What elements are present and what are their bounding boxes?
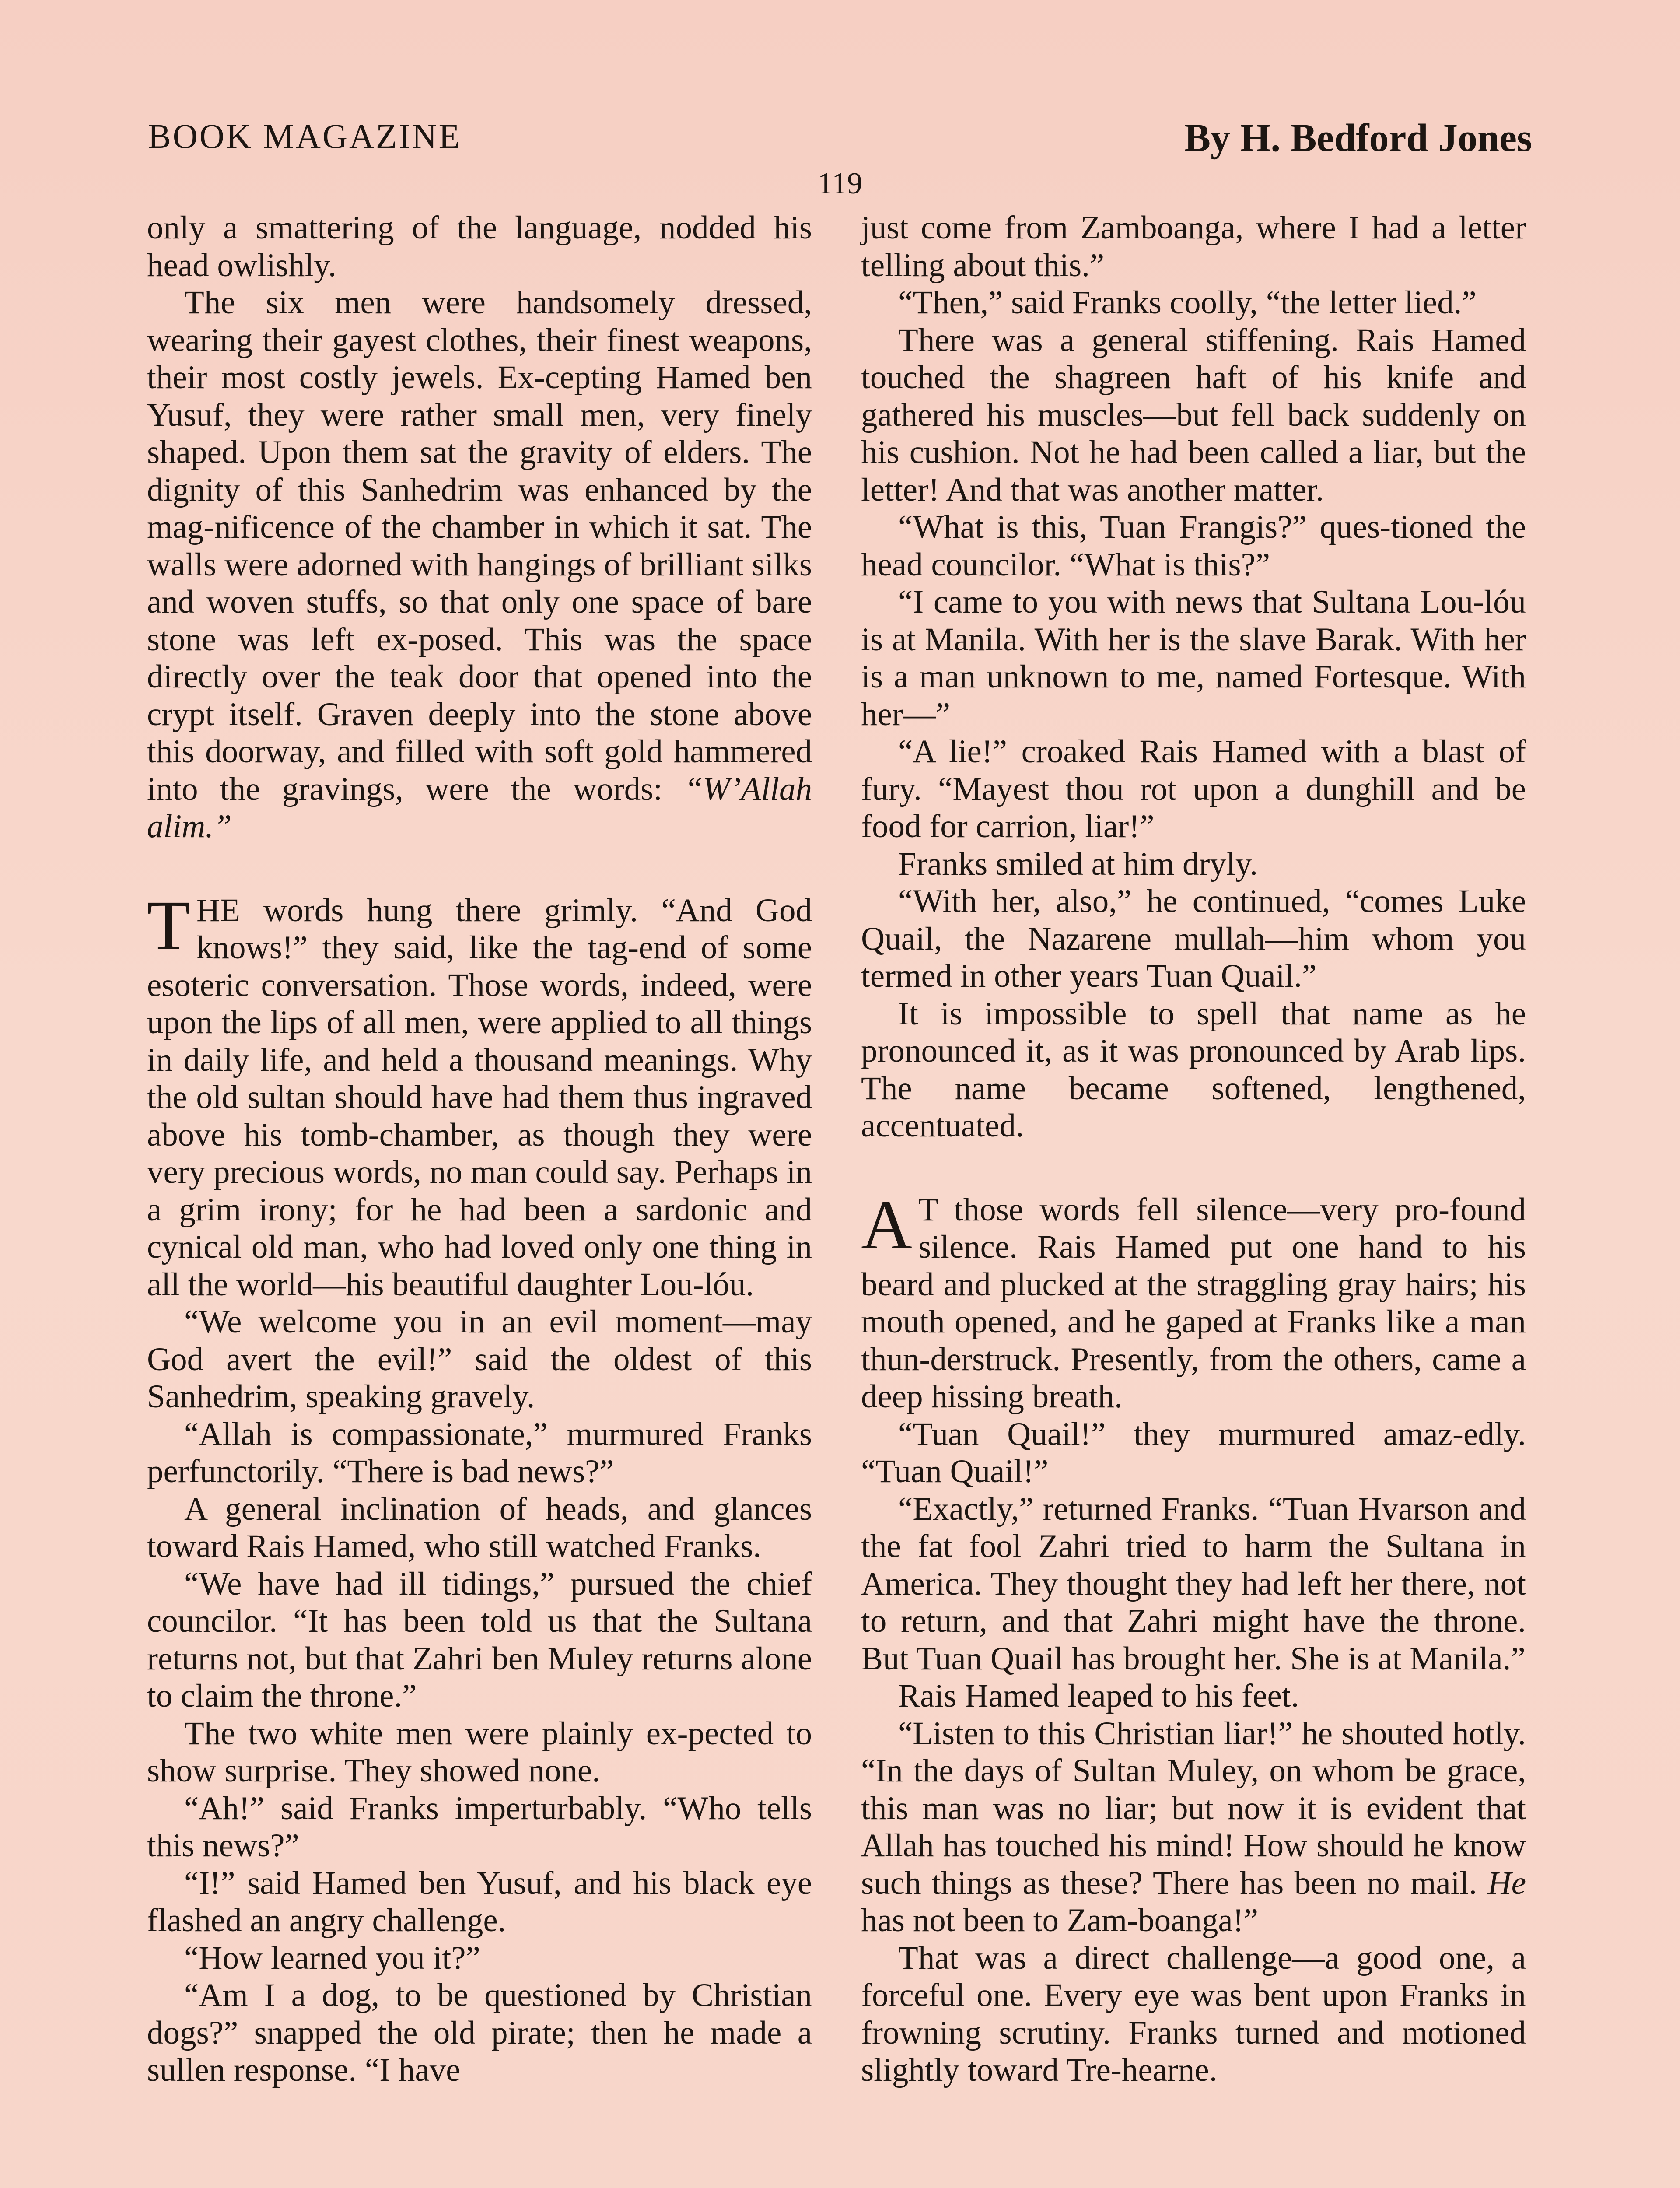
paragraph-text: just come from Zamboanga, where I had a letter telling about this.” xyxy=(861,210,1526,284)
drop-cap: T xyxy=(147,886,190,965)
paragraph xyxy=(861,508,1526,583)
paragraph-text: That was a direct challenge—a good one, a forceful one. Every eye was bent upon Franks in frowning scrutiny. Franks turned and motioned slightly toward Tre-hearne. xyxy=(861,1939,1526,2088)
paragraph-text: It is impossible to spell that name as he pronounced it, as it was pronounced by Arab lips. The name became softened, lengthened, accentuated. xyxy=(861,995,1526,1144)
paragraph xyxy=(861,1715,1526,1939)
paragraph xyxy=(861,1677,1526,1715)
paragraph xyxy=(147,1865,812,1939)
paragraph xyxy=(147,209,812,284)
emphasis-he: He xyxy=(1488,1865,1526,1901)
paragraph-text: Rais Hamed leaped to his feet. xyxy=(898,1678,1299,1714)
paragraph xyxy=(861,284,1526,322)
paragraph xyxy=(861,1490,1526,1678)
paragraph-text: “We welcome you in an evil moment—may God avert the evil!” said the oldest of this Sanhedrim, speaking gravely. xyxy=(147,1304,812,1415)
paragraph-text: “Allah is compassionate,” murmured Franks perfunctorily. “There is bad news?” xyxy=(147,1416,812,1490)
page-number: 119 xyxy=(817,167,863,200)
paragraph-text: The six men were handsomely dressed, wearing their gayest clothes, their finest weapons, their most costly jewels. Ex-cepting Hamed ben Yusuf, they were rather small men, very finely shaped. Upon them sat the gravity of elders. The dignity of this Sanhedrim was enhanced by the mag-nificence of the chamber in which it sat. The walls were adorned with hangings of brilliant silks and woven stuffs, so that only one space of bare stone was left ex-posed. This was the space directly over the teak door that opened into the crypt itself. Graven deeply into the stone above this doorway, and filled with soft gold hammered into the gravings, were the words: xyxy=(147,284,812,807)
paragraph xyxy=(861,1416,1526,1490)
paragraph-text: “We have had ill tidings,” pursued the chief councilor. “It has been told us that the Sultana returns not, but that Zahri ben Muley returns alone to claim the throne.” xyxy=(147,1565,812,1714)
paragraph-text: Franks smiled at him dryly. xyxy=(898,845,1258,882)
paragraph xyxy=(147,1490,812,1565)
right-text-column xyxy=(861,209,1526,2089)
paragraph-text: A general inclination of heads, and glances toward Rais Hamed, who still watched Franks. xyxy=(147,1490,812,1564)
paragraph xyxy=(861,322,1526,509)
paragraph-text: HE words hung there grimly. “And God knows!” they said, like the tag-end of some esoteric conversation. Those words, indeed, were upon the lips of all men, were applied to all things in daily life, and held a thousand meanings. Why the old sultan should have had them thus ingraved above his tomb-chamber, as though they were very precious words, no man could say. Perhaps in a grim irony; for he had been a sardonic and cynical old man, who had loved only one thing in all the world—his beautiful daughter Lou-lóu. xyxy=(147,892,812,1303)
running-header-publication: BOOK MAGAZINE xyxy=(148,118,462,156)
paragraph-text: There was a general stiffening. Rais Hamed touched the shagreen haft of his knife and gathered his muscles—but fell back suddenly on his cushion. Not he had been called a liar, but the letter! And that was another matter. xyxy=(861,322,1526,508)
paragraph-text: “I!” said Hamed ben Yusuf, and his black eye flashed an angry challenge. xyxy=(147,1865,812,1939)
paragraph xyxy=(147,1939,812,1977)
paragraph-text: “Am I a dog, to be questioned by Christian dogs?” snapped the old pirate; then he made a sullen response. “I have xyxy=(147,1977,812,2088)
paragraph xyxy=(147,1303,812,1416)
paragraph-text: “Ah!” said Franks imperturbably. “Who tells this news?” xyxy=(147,1790,812,1864)
paragraph-text: “With her, also,” he continued, “comes Luke Quail, the Nazarene mullah—him whom you termed in other years Tuan Quail.” xyxy=(861,883,1526,994)
paragraph-text: T those words fell silence—very pro-found silence. Rais Hamed put one hand to his beard and plucked at the straggling gray hairs; his mouth opened, and he gaped at Franks like a man thun-derstruck. Presently, from the others, came a deep hissing breath. xyxy=(861,1191,1526,1415)
paragraph xyxy=(861,733,1526,845)
paragraph xyxy=(861,209,1526,284)
paragraph xyxy=(861,1185,1526,1416)
paragraph xyxy=(861,845,1526,883)
paragraph xyxy=(147,284,812,845)
paragraph-text-tail: has not been to Zam-boanga!” xyxy=(861,1902,1258,1939)
drop-cap: A xyxy=(861,1185,912,1264)
paragraph-text: “A lie!” croaked Rais Hamed with a blast of fury. “Mayest thou rot upon a dunghill and be food for carrion, liar!” xyxy=(861,733,1526,845)
paragraph xyxy=(861,883,1526,995)
paragraph xyxy=(147,1977,812,2089)
paragraph-text: The two white men were plainly ex-pected to show surprise. They showed none. xyxy=(147,1715,812,1789)
paragraph-text: “How learned you it?” xyxy=(184,1939,480,1976)
paragraph xyxy=(147,1790,812,1865)
running-header-author: By H. Bedford Jones xyxy=(1184,116,1532,160)
paragraph xyxy=(147,1416,812,1490)
paragraph xyxy=(861,583,1526,733)
paragraph xyxy=(147,1565,812,1715)
paragraph-text: “Exactly,” returned Franks. “Tuan Hvarson and the fat fool Zahri tried to harm the Sultana in America. They thought they had left her there, not to return, and that Zahri might have the throne. But Tuan Quail has brought her. She is at Manila.” xyxy=(861,1490,1526,1677)
paragraph-text: “Then,” said Franks coolly, “the letter lied.” xyxy=(898,284,1477,321)
paragraph xyxy=(861,1939,1526,2089)
tomb-inscription: “W’Allah alim.” xyxy=(147,771,812,845)
paragraph-text: “Tuan Quail!” they murmured amaz-edly. “Tuan Quail!” xyxy=(861,1416,1526,1490)
left-text-column xyxy=(147,209,812,2089)
paragraph-text: “What is this, Tuan Frangis?” ques-tioned the head councilor. “What is this?” xyxy=(861,509,1526,583)
paragraph xyxy=(861,995,1526,1145)
paragraph xyxy=(147,886,812,1304)
paragraph-text: “I came to you with news that Sultana Lou-lóu is at Manila. With her is the slave Barak. With her is a man unknown to me, named Fortesque. With her—” xyxy=(861,584,1526,733)
paragraph xyxy=(147,1715,812,1790)
paragraph-text: “Listen to this Christian liar!” he shouted hotly. “In the days of Sultan Muley, on whom be grace, this man was no liar; but now it is evident that Allah has touched his mind! How should he know such things as these? There has been no mail. xyxy=(861,1715,1526,1901)
paragraph-text: only a smattering of the language, nodded his head owlishly. xyxy=(147,210,812,284)
